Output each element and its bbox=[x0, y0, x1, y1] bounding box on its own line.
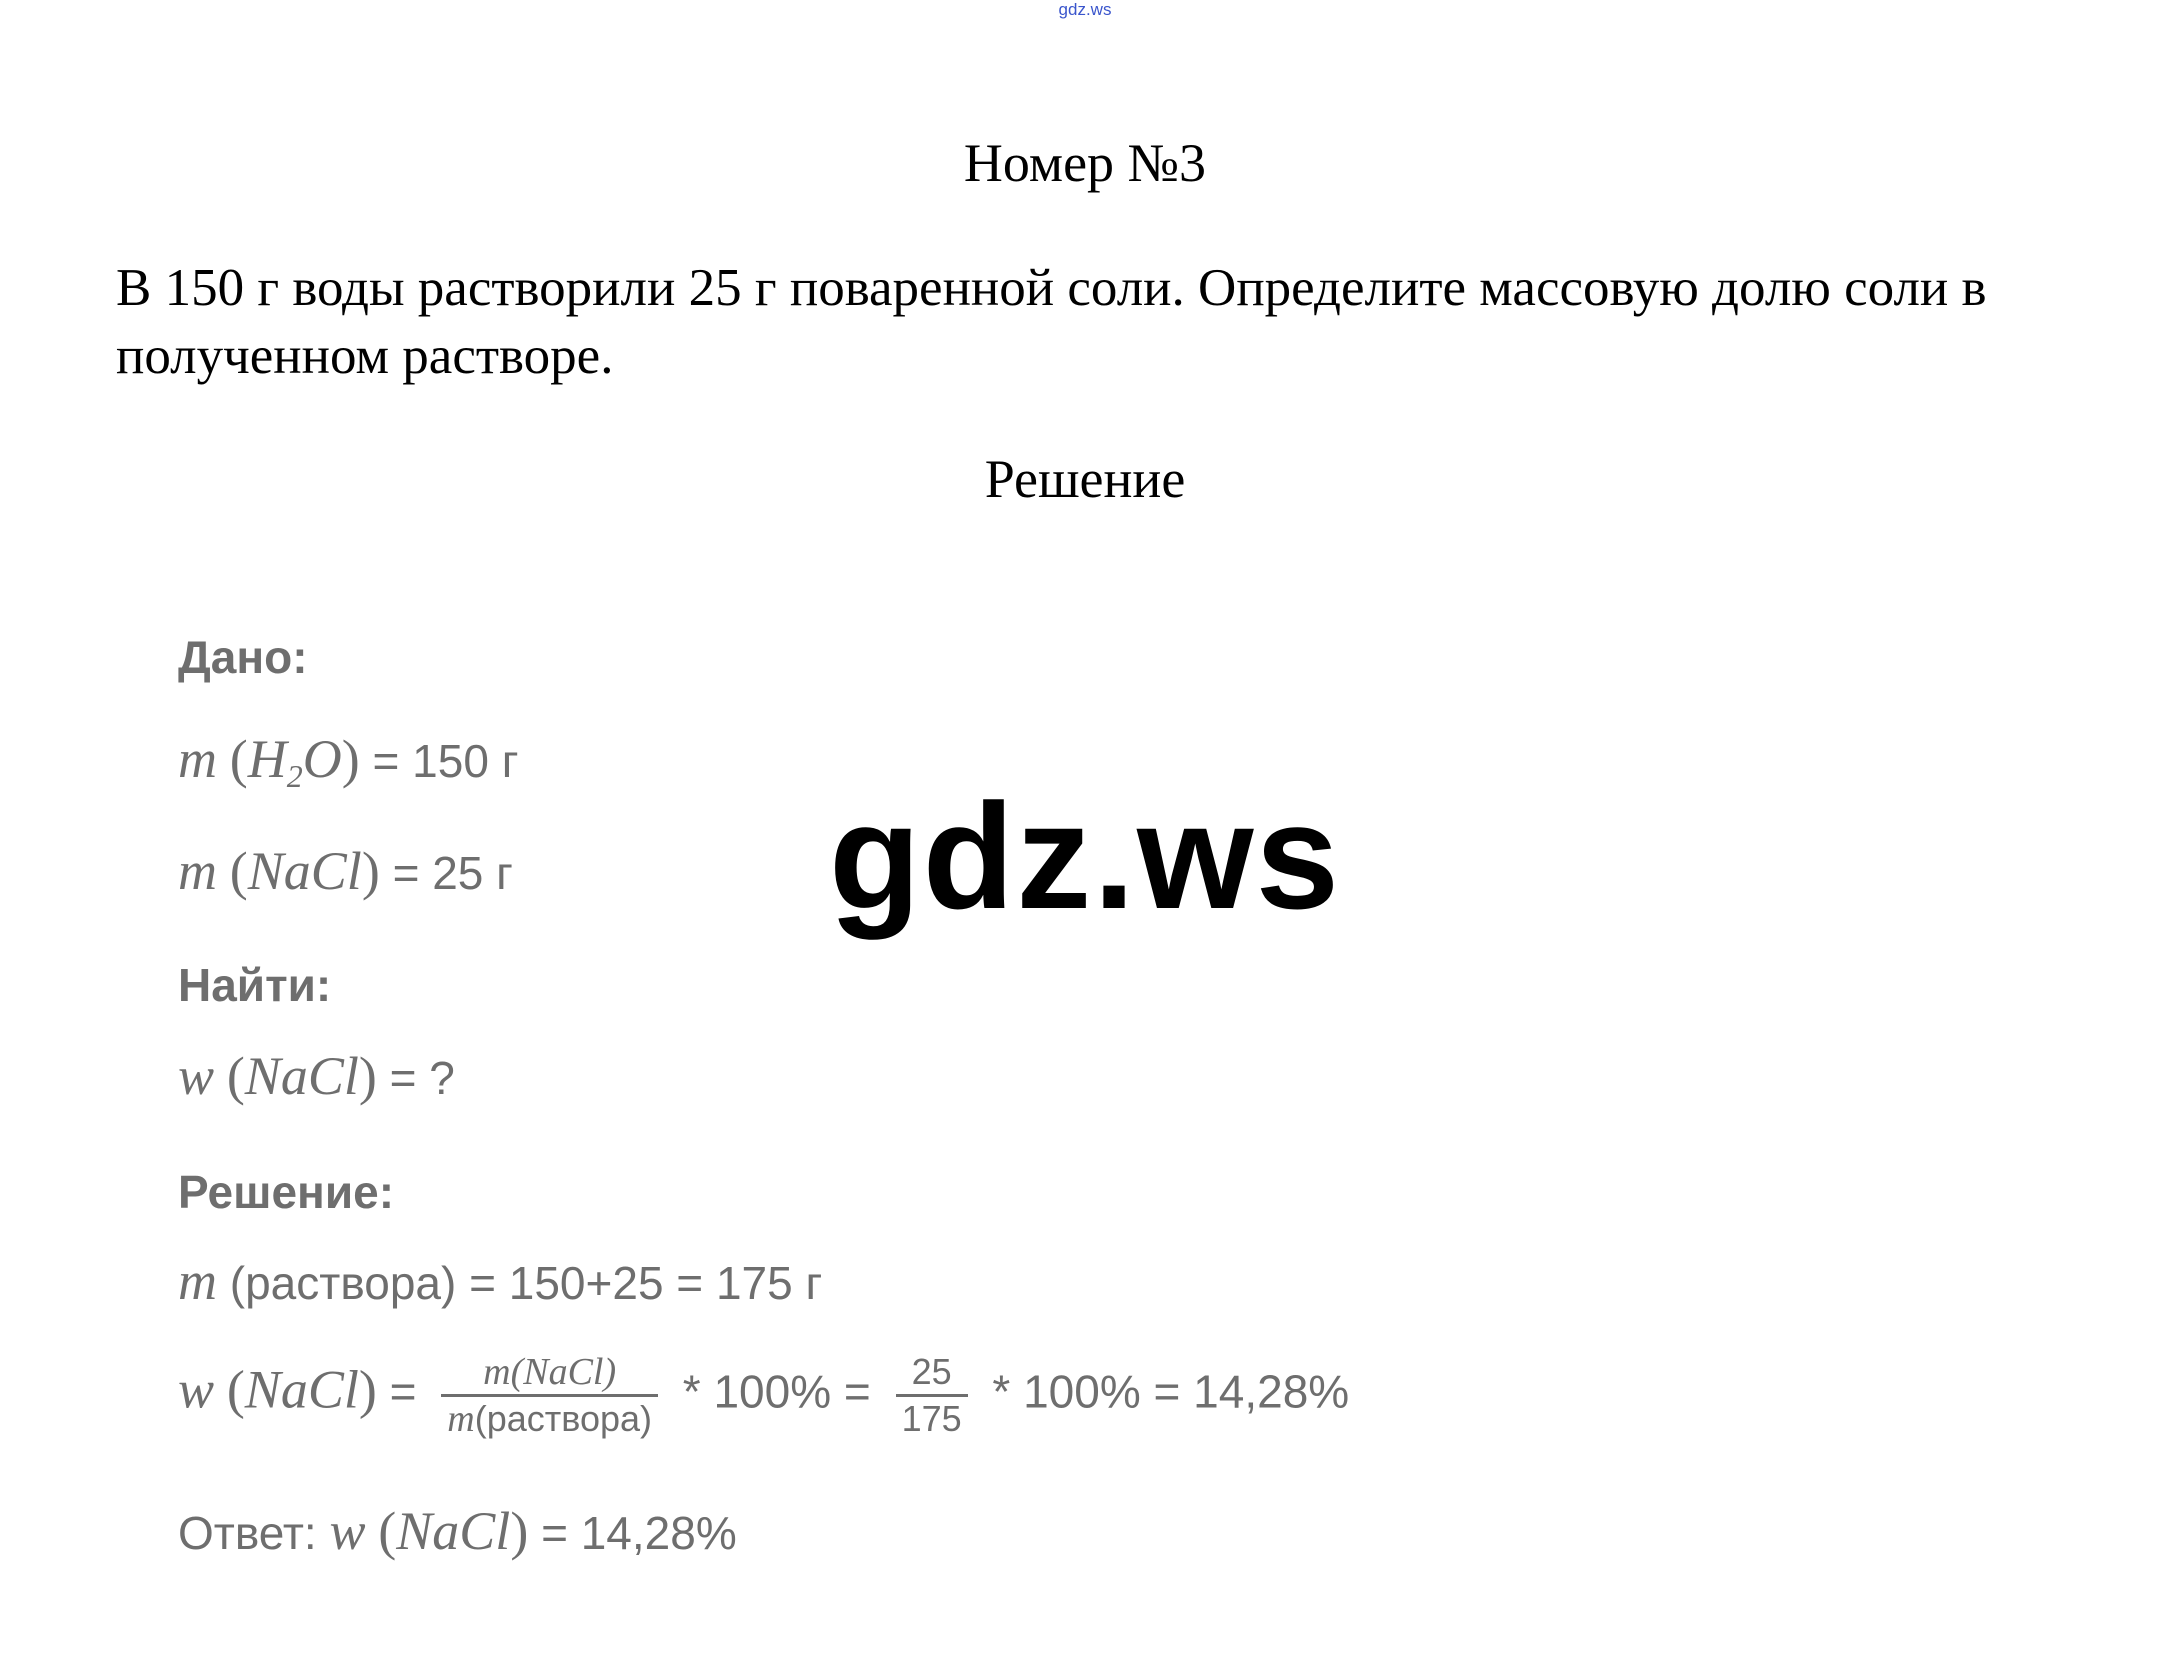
mass-symbol: m bbox=[178, 1251, 217, 1311]
fraction-numerator: m(NaCl) bbox=[483, 1351, 617, 1393]
problem-statement: В 150 г воды растворили 25 г поваренной соли. Определите массовую долю соли в полученном растворе. bbox=[116, 259, 1987, 385]
value: = 150 г bbox=[359, 735, 519, 787]
mass-symbol: m bbox=[178, 841, 217, 901]
given-label: Дано: bbox=[178, 631, 308, 683]
site-link[interactable]: gdz.ws bbox=[1058, 0, 1112, 19]
value: = 25 г bbox=[379, 847, 513, 899]
step-mass-fraction-formula: w (NaCl) = $\frac{\text{m(NaCl)}}{\text{m(раствора)}}$ * 100% = $\frac{25}{175}$ * 100% = 14,28% bbox=[178, 1351, 1350, 1440]
solution-image bbox=[178, 610, 1498, 1570]
formula: NaCl bbox=[244, 1046, 359, 1106]
find-label: Найти: bbox=[178, 959, 332, 1011]
fraction-numerator: 25 bbox=[911, 1351, 952, 1392]
value: = 14,28% bbox=[528, 1507, 737, 1559]
mass-symbol: m bbox=[178, 729, 217, 789]
given-water-mass: m $(H_2O) = 150$ г bbox=[178, 729, 519, 794]
formula: NaCl bbox=[247, 841, 362, 901]
value: = ? bbox=[376, 1052, 455, 1104]
answer-label: Ответ: bbox=[178, 1507, 330, 1559]
formula: H bbox=[247, 729, 287, 789]
subscript: 2 bbox=[286, 758, 303, 794]
fraction-symbol: w bbox=[178, 1359, 215, 1420]
fraction-symbol: w bbox=[178, 1046, 215, 1106]
fraction-symbol: w bbox=[329, 1501, 366, 1561]
answer-line: Ответ: w (NaCl) = 14,28% bbox=[178, 1501, 737, 1561]
fraction-denominator: 175 bbox=[901, 1398, 962, 1439]
find-mass-fraction: w (NaCl) = ? bbox=[178, 1046, 455, 1106]
step-text: (раствора) = 150+25 = 175 г bbox=[217, 1257, 823, 1309]
solution-label: Решение: bbox=[178, 1166, 395, 1218]
step-solution-mass bbox=[178, 1250, 822, 1312]
fraction-numeric bbox=[896, 1350, 968, 1441]
watermark: gdz.ws bbox=[828, 772, 1342, 940]
fraction-denominator: m(раствора) bbox=[447, 1398, 653, 1440]
fraction-mass-ratio bbox=[441, 1350, 658, 1441]
given-salt-mass: m (NaCl) = 25 г bbox=[178, 841, 513, 901]
formula: NaCl bbox=[244, 1359, 359, 1420]
solution-heading: Решение bbox=[984, 449, 1186, 509]
page-title: Номер №3 bbox=[963, 133, 1207, 193]
formula: NaCl bbox=[396, 1501, 511, 1561]
